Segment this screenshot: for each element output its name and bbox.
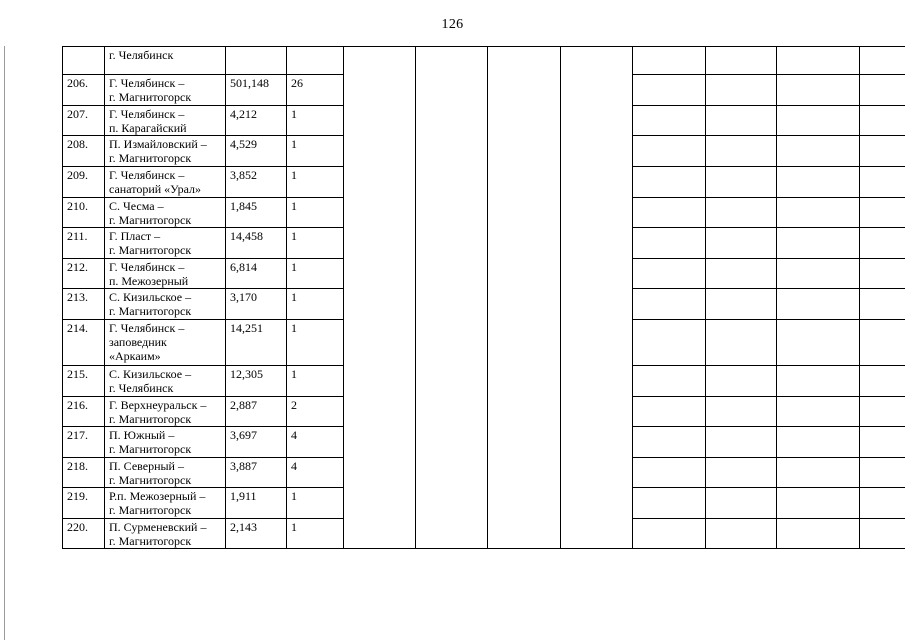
empty-cell: [633, 519, 706, 549]
route-length-cell: 501,148: [226, 75, 287, 106]
empty-cell: [706, 198, 777, 228]
empty-cell: [633, 320, 706, 366]
empty-cell: [777, 75, 860, 106]
route-name-cell: [105, 488, 226, 519]
empty-cell: [633, 228, 706, 259]
route-name-line: г. Магнитогорск: [109, 534, 192, 548]
route-length-cell: 3,887: [226, 458, 287, 488]
trip-count-cell: 1: [287, 167, 344, 198]
route-name-line: заповедник: [109, 335, 167, 349]
row-number-cell: 207.: [63, 106, 105, 136]
empty-cell: [777, 519, 860, 549]
empty-cell: [706, 75, 777, 106]
route-name-line: г. Магнитогорск: [109, 473, 192, 487]
empty-cell: [706, 289, 777, 320]
trip-count-cell: 1: [287, 259, 344, 289]
route-length-cell: 3,170: [226, 289, 287, 320]
empty-cell: [706, 259, 777, 289]
route-name-line: С. Кизильское –: [109, 367, 192, 381]
empty-cell: [706, 519, 777, 549]
empty-cell: [777, 259, 860, 289]
empty-cell: [777, 136, 860, 167]
route-name-line: Г. Челябинск –: [109, 76, 185, 90]
route-name-line: П. Сурменевский –: [109, 520, 207, 534]
route-name-line: г. Магнитогорск: [109, 90, 192, 104]
trip-count-cell: 4: [287, 427, 344, 458]
trip-count-cell: 1: [287, 106, 344, 136]
empty-cell: [777, 458, 860, 488]
route-name-cell: [105, 259, 226, 289]
empty-cell: [860, 427, 905, 458]
route-name-line: Г. Верхнеуральск –: [109, 398, 207, 412]
route-name-line: г. Магнитогорск: [109, 304, 192, 318]
route-name-line: г. Челябинск: [109, 381, 174, 395]
route-name-line: П. Северный –: [109, 459, 184, 473]
row-number-cell: 212.: [63, 259, 105, 289]
route-name-cell: [105, 167, 226, 198]
empty-cell: [706, 136, 777, 167]
route-name-line: г. Магнитогорск: [109, 412, 192, 426]
row-number-cell: 217.: [63, 427, 105, 458]
route-name-line: Г. Челябинск –: [109, 321, 185, 335]
table-row-continued: [63, 47, 905, 75]
route-name-cell: [105, 366, 226, 397]
empty-cell: [777, 106, 860, 136]
empty-cell: [706, 427, 777, 458]
empty-cell: [777, 488, 860, 519]
margin-rule: [4, 46, 5, 640]
route-name-cell: [105, 427, 226, 458]
route-name-cell: [105, 47, 226, 75]
empty-cell: [706, 228, 777, 259]
routes-table-body: [63, 47, 905, 549]
empty-cell: [633, 488, 706, 519]
route-length-cell: 3,852: [226, 167, 287, 198]
empty-cell: [633, 75, 706, 106]
route-length-cell: 1,845: [226, 198, 287, 228]
route-length-cell: 1,911: [226, 488, 287, 519]
route-length-cell: 12,305: [226, 366, 287, 397]
empty-cell: [777, 228, 860, 259]
route-length-cell: 2,887: [226, 397, 287, 427]
page-number: 126: [441, 17, 464, 32]
route-name-cell: [105, 136, 226, 167]
trip-count-cell: 4: [287, 458, 344, 488]
empty-cell: [706, 47, 777, 75]
route-name-line: г. Магнитогорск: [109, 442, 192, 456]
route-name-line: «Аркаим»: [109, 349, 161, 363]
trip-count-cell: 1: [287, 320, 344, 366]
trip-count-cell: 1: [287, 228, 344, 259]
empty-cell: [633, 259, 706, 289]
empty-cell: [706, 488, 777, 519]
route-length-cell: 14,458: [226, 228, 287, 259]
row-number-cell: 220.: [63, 519, 105, 549]
empty-cell: [860, 136, 905, 167]
merged-column-cell: [344, 47, 416, 549]
empty-cell: [706, 458, 777, 488]
empty-cell: [860, 458, 905, 488]
merged-column-cell: [561, 47, 633, 549]
route-name-cell: [105, 458, 226, 488]
row-number-cell: 211.: [63, 228, 105, 259]
merged-column-cell: [416, 47, 488, 549]
empty-cell: [633, 106, 706, 136]
empty-cell: [633, 167, 706, 198]
route-length-cell: 2,143: [226, 519, 287, 549]
row-number-cell: 219.: [63, 488, 105, 519]
route-length-cell: [226, 47, 287, 75]
routes-table: [62, 46, 905, 549]
route-name-cell: [105, 397, 226, 427]
empty-cell: [633, 136, 706, 167]
empty-cell: [777, 366, 860, 397]
trip-count-cell: 1: [287, 488, 344, 519]
empty-cell: [777, 397, 860, 427]
route-name-line: г. Магнитогорск: [109, 243, 192, 257]
route-length-cell: 3,697: [226, 427, 287, 458]
empty-cell: [633, 397, 706, 427]
empty-cell: [860, 259, 905, 289]
empty-cell: [633, 47, 706, 75]
row-number-cell: 209.: [63, 167, 105, 198]
empty-cell: [860, 106, 905, 136]
route-name-line: П. Измайловский –: [109, 137, 207, 151]
empty-cell: [706, 366, 777, 397]
route-name-line: г. Магнитогорск: [109, 151, 192, 165]
row-number-cell: 216.: [63, 397, 105, 427]
empty-cell: [777, 289, 860, 320]
empty-cell: [633, 198, 706, 228]
route-name-line: г. Магнитогорск: [109, 503, 192, 517]
trip-count-cell: 2: [287, 397, 344, 427]
empty-cell: [860, 75, 905, 106]
route-length-cell: 14,251: [226, 320, 287, 366]
empty-cell: [860, 397, 905, 427]
merged-column-cell: [488, 47, 561, 549]
empty-cell: [706, 167, 777, 198]
empty-cell: [777, 47, 860, 75]
route-name-cell: [105, 198, 226, 228]
route-name-line: С. Кизильское –: [109, 290, 192, 304]
route-name-line: п. Карагайский: [109, 121, 187, 135]
route-name-cell: [105, 106, 226, 136]
trip-count-cell: 1: [287, 136, 344, 167]
empty-cell: [860, 366, 905, 397]
trip-count-cell: 1: [287, 519, 344, 549]
route-length-cell: 4,212: [226, 106, 287, 136]
row-number-cell: 215.: [63, 366, 105, 397]
route-name-line: Г. Челябинск –: [109, 168, 185, 182]
trip-count-cell: [287, 47, 344, 75]
empty-cell: [777, 167, 860, 198]
route-name-line: санаторий «Урал»: [109, 182, 202, 196]
route-name-line: Г. Челябинск –: [109, 107, 185, 121]
empty-cell: [633, 427, 706, 458]
empty-cell: [706, 320, 777, 366]
route-name-line: п. Межозерный: [109, 274, 189, 288]
route-name-cell: [105, 519, 226, 549]
route-name-line: С. Чесма –: [109, 199, 164, 213]
route-length-cell: 6,814: [226, 259, 287, 289]
route-name-line: Р.п. Межозерный –: [109, 489, 206, 503]
empty-cell: [860, 47, 905, 75]
row-number-cell: 218.: [63, 458, 105, 488]
row-number-cell: 213.: [63, 289, 105, 320]
route-name-cell: [105, 75, 226, 106]
empty-cell: [860, 228, 905, 259]
route-name-line: П. Южный –: [109, 428, 175, 442]
empty-cell: [777, 427, 860, 458]
route-name-line: Г. Пласт –: [109, 229, 161, 243]
row-number-cell: [63, 47, 105, 75]
trip-count-cell: 1: [287, 198, 344, 228]
row-number-cell: 206.: [63, 75, 105, 106]
empty-cell: [777, 198, 860, 228]
route-length-cell: 4,529: [226, 136, 287, 167]
empty-cell: [860, 198, 905, 228]
empty-cell: [633, 289, 706, 320]
empty-cell: [860, 167, 905, 198]
route-name-line: Г. Челябинск –: [109, 260, 185, 274]
trip-count-cell: 1: [287, 366, 344, 397]
empty-cell: [860, 320, 905, 366]
empty-cell: [777, 320, 860, 366]
empty-cell: [633, 458, 706, 488]
row-number-cell: 208.: [63, 136, 105, 167]
empty-cell: [860, 488, 905, 519]
route-name-cell: [105, 228, 226, 259]
route-name-line: г. Магнитогорск: [109, 213, 192, 227]
empty-cell: [706, 397, 777, 427]
trip-count-cell: 1: [287, 289, 344, 320]
empty-cell: [860, 519, 905, 549]
route-name-line: г. Челябинск: [109, 48, 174, 62]
trip-count-cell: 26: [287, 75, 344, 106]
row-number-cell: 214.: [63, 320, 105, 366]
row-number-cell: 210.: [63, 198, 105, 228]
route-name-cell: [105, 289, 226, 320]
route-name-cell: [105, 320, 226, 366]
empty-cell: [633, 366, 706, 397]
empty-cell: [860, 289, 905, 320]
empty-cell: [706, 106, 777, 136]
